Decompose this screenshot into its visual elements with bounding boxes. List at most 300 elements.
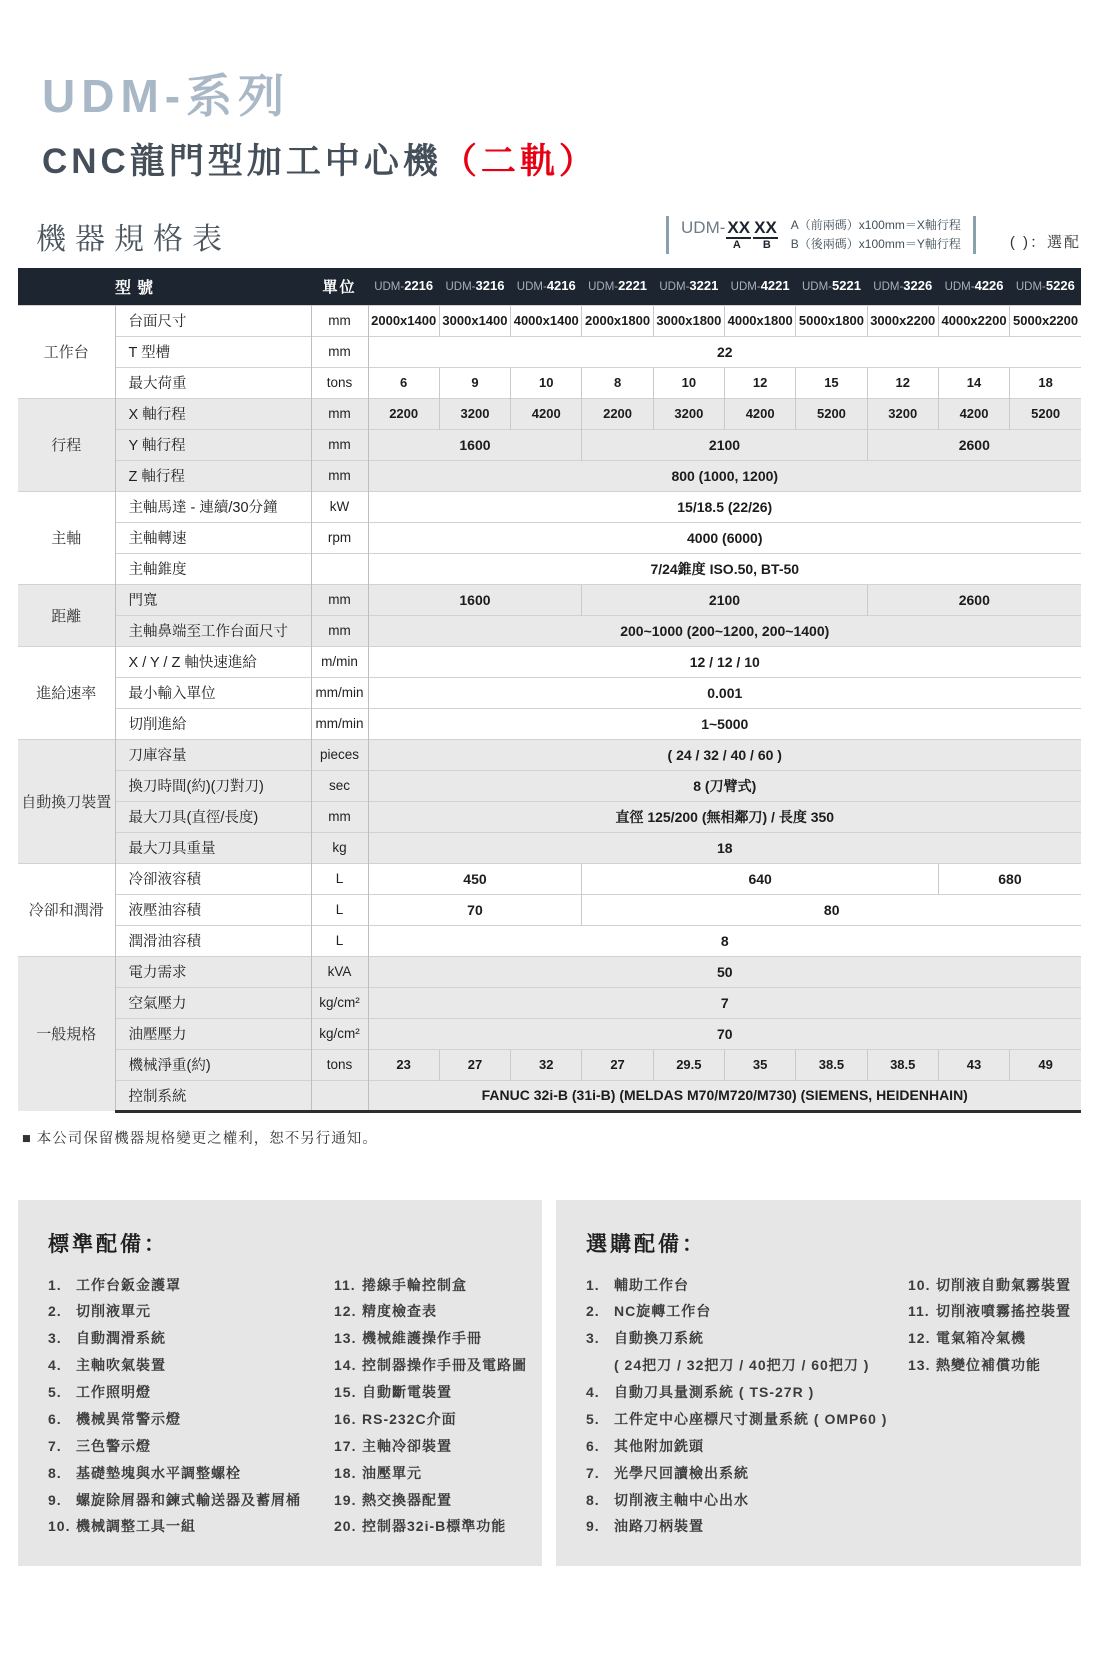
item-number: 6. (48, 1410, 62, 1427)
model-prefix: UDM- (516, 281, 547, 294)
item-number: 6. (586, 1437, 600, 1454)
spec-table-body (18, 305, 1081, 1111)
table-row (18, 801, 1081, 832)
model-header (867, 268, 938, 305)
subtitle-accent: （二軌） (441, 142, 598, 181)
value-cell: 35 (725, 1049, 796, 1080)
equipment-item (334, 1379, 514, 1406)
section-label: 行程 (18, 398, 115, 491)
value-cell: 5200 (1010, 398, 1081, 429)
item-text: ( 24把刀 / 32把刀 / 40把刀 / 60把刀 ) (614, 1357, 870, 1374)
value-cell: ( 24 / 32 / 40 / 60 ) (368, 739, 1081, 770)
subtitle-main: CNC龍門型加工中心機 (42, 142, 442, 181)
value-cell: 4200 (511, 398, 582, 429)
item-number: 19. (334, 1491, 357, 1508)
machine-subtitle (42, 134, 1081, 184)
value-cell: 7 (368, 987, 1081, 1018)
model-prefix: UDM- (801, 281, 832, 294)
equipment-item (908, 1298, 1071, 1325)
model-number: 4216 (546, 278, 576, 294)
unit-cell (311, 553, 368, 584)
item-text: 機械異常警示燈 (76, 1410, 181, 1427)
equipment-item (334, 1406, 514, 1433)
equipment-item (586, 1513, 908, 1540)
model-code (681, 219, 779, 252)
model-prefix: UDM- (944, 281, 975, 294)
item-text: 油路刀柄裝置 (614, 1518, 704, 1535)
item-number: 1. (48, 1276, 62, 1293)
equipment-item (334, 1325, 514, 1352)
value-cell: 29.5 (653, 1049, 724, 1080)
model-prefix: UDM- (374, 281, 405, 294)
value-cell: 27 (439, 1049, 510, 1080)
section-label: 工作台 (18, 305, 115, 398)
value-cell: 2600 (867, 584, 1081, 615)
model-column-header: 型號 (18, 268, 311, 305)
value-cell: 12 / 12 / 10 (368, 646, 1081, 677)
equipment-item (48, 1487, 334, 1514)
value-cell: 3200 (867, 398, 938, 429)
table-row (18, 863, 1081, 894)
value-cell: 4200 (725, 398, 796, 429)
value-cell: 18 (1010, 367, 1081, 398)
model-code-a: XX (727, 217, 751, 237)
spec-label: T 型槽 (115, 336, 311, 367)
unit-cell: kg/cm² (311, 987, 368, 1018)
item-number: 8. (48, 1464, 62, 1481)
item-number: 2. (586, 1303, 600, 1320)
item-number: 12. (908, 1330, 931, 1347)
table-row (18, 336, 1081, 367)
unit-cell: mm (311, 398, 368, 429)
model-header (938, 268, 1009, 305)
item-text: 基礎墊塊與水平調整螺栓 (76, 1464, 241, 1481)
spec-label: 控制系統 (115, 1080, 311, 1111)
equipment-item (586, 1406, 908, 1433)
equipment-item (334, 1460, 514, 1487)
item-text: 切削液噴霧搖控裝置 (936, 1303, 1071, 1320)
item-text: 熱變位補償功能 (936, 1357, 1041, 1374)
optional-equipment-col2 (908, 1272, 1071, 1541)
equipment-item (334, 1352, 527, 1379)
unit-cell: mm (311, 460, 368, 491)
unit-cell: mm (311, 429, 368, 460)
spec-label: 主軸鼻端至工作台面尺寸 (115, 615, 311, 646)
value-cell: 49 (1010, 1049, 1081, 1080)
spec-label: 台面尺寸 (115, 305, 311, 336)
item-number: 15. (334, 1384, 357, 1400)
equipment-item (334, 1298, 514, 1325)
value-cell: 680 (938, 863, 1081, 894)
equipment-item (586, 1487, 908, 1514)
equipment-item (48, 1298, 334, 1325)
table-row (18, 584, 1081, 615)
unit-cell: L (311, 925, 368, 956)
table-row (18, 925, 1081, 956)
item-number: 20. (334, 1518, 357, 1535)
item-text: RS-232C介面 (362, 1410, 457, 1427)
value-cell: 9 (439, 367, 510, 398)
model-number: 3221 (689, 278, 719, 294)
value-cell: 直徑 125/200 (無相鄰刀) / 長度 350 (368, 801, 1081, 832)
unit-cell (311, 1080, 368, 1111)
item-text: 熱交換器配置 (362, 1491, 452, 1508)
standard-equipment-columns (48, 1272, 527, 1541)
value-cell: 2000x1400 (368, 305, 439, 336)
spec-label: 刀庫容量 (115, 739, 311, 770)
value-cell: 3000x1400 (439, 305, 510, 336)
model-header (511, 268, 582, 305)
section-label: 距離 (18, 584, 115, 646)
unit-cell: mm (311, 336, 368, 367)
equipment-item (586, 1379, 908, 1406)
model-number: 2221 (618, 278, 648, 294)
code-b-label: B (762, 239, 771, 252)
table-row (18, 460, 1081, 491)
item-text: 油壓單元 (362, 1464, 422, 1481)
spec-label: 門寬 (115, 584, 311, 615)
value-cell: 4000x1400 (511, 305, 582, 336)
value-cell: 6 (368, 367, 439, 398)
item-text: 電氣箱冷氣機 (936, 1330, 1026, 1347)
value-cell: 22 (368, 336, 1081, 367)
item-text: 主軸吹氣裝置 (76, 1357, 166, 1374)
model-header (725, 268, 796, 305)
value-cell: 80 (582, 894, 1081, 925)
section-label: 主軸 (18, 491, 115, 584)
table-row (18, 1018, 1081, 1049)
item-text: 自動刀具量測系統 ( TS-27R ) (614, 1384, 815, 1400)
standard-equipment-box (18, 1200, 542, 1566)
optional-equipment-title: 選購配備： (586, 1232, 706, 1256)
section-label: 自動換刀裝置 (18, 739, 115, 863)
legend-divider-bar (973, 216, 976, 254)
model-number: 3216 (475, 278, 505, 294)
table-row (18, 956, 1081, 987)
item-number: 1. (586, 1276, 600, 1293)
item-number: 3. (586, 1330, 600, 1347)
value-cell: 23 (368, 1049, 439, 1080)
item-number: 5. (586, 1410, 600, 1427)
unit-cell: m/min (311, 646, 368, 677)
value-cell: 2000x1800 (582, 305, 653, 336)
model-prefix: UDM- (730, 281, 761, 294)
equipment-item (586, 1460, 908, 1487)
spec-label: 主軸轉速 (115, 522, 311, 553)
model-number: 3226 (903, 278, 933, 294)
value-cell: FANUC 32i-B (31i-B) (MELDAS M70/M720/M730) (SIEMENS, HEIDENHAIN) (368, 1080, 1081, 1111)
standard-equipment-col2 (334, 1272, 527, 1541)
unit-cell: mm (311, 801, 368, 832)
spec-label: 電力需求 (115, 956, 311, 987)
value-cell: 640 (582, 863, 938, 894)
value-cell: 4000 (6000) (368, 522, 1081, 553)
item-text: 控制器32i-B標準功能 (362, 1518, 507, 1535)
table-row (18, 615, 1081, 646)
table-row (18, 894, 1081, 925)
item-number: 9. (586, 1518, 600, 1535)
unit-cell: L (311, 863, 368, 894)
model-code-b: XX (754, 217, 777, 237)
table-row (18, 708, 1081, 739)
value-cell: 27 (582, 1049, 653, 1080)
value-cell: 0.001 (368, 677, 1081, 708)
item-text: 其他附加銑頭 (614, 1437, 704, 1454)
unit-cell: rpm (311, 522, 368, 553)
standard-equipment-col1 (48, 1272, 334, 1541)
item-number: 11. (334, 1276, 356, 1293)
model-header (1010, 268, 1081, 305)
legend-divider-bar (666, 216, 669, 254)
spec-label: 潤滑油容積 (115, 925, 311, 956)
unit-cell: mm (311, 305, 368, 336)
unit-cell: kg (311, 832, 368, 863)
model-prefix: UDM- (659, 281, 690, 294)
table-row (18, 491, 1081, 522)
equipment-item (586, 1325, 908, 1352)
value-cell: 15/18.5 (22/26) (368, 491, 1081, 522)
value-cell: 2100 (582, 429, 867, 460)
value-cell: 38.5 (867, 1049, 938, 1080)
series-title: UDM-系列 (42, 70, 291, 122)
table-row (18, 646, 1081, 677)
unit-cell: kVA (311, 956, 368, 987)
equipment-section (18, 1200, 1081, 1566)
unit-cell: kW (311, 491, 368, 522)
spec-label: 主軸馬達 - 連續/30分鐘 (115, 491, 311, 522)
equipment-item (908, 1272, 1071, 1299)
item-text: 自動換刀系統 (614, 1330, 704, 1347)
spec-label: 換刀時間(約)(刀對刀) (115, 770, 311, 801)
item-number: 2. (48, 1303, 62, 1320)
table-row (18, 1049, 1081, 1080)
unit-cell: sec (311, 770, 368, 801)
item-text: 工作台鈑金護罩 (76, 1276, 181, 1293)
equipment-item (908, 1325, 1053, 1352)
value-cell: 4000x1800 (725, 305, 796, 336)
item-text: 工件定中心座標尺寸測量系統 ( OMP60 ) (614, 1410, 888, 1427)
value-cell: 2600 (867, 429, 1081, 460)
value-cell: 2200 (368, 398, 439, 429)
item-number: 17. (334, 1437, 357, 1454)
value-cell: 12 (867, 367, 938, 398)
unit-cell: mm/min (311, 677, 368, 708)
equipment-item (48, 1433, 334, 1460)
optional-equipment-box (556, 1200, 1081, 1566)
table-row (18, 1080, 1081, 1111)
item-number: 11. (908, 1303, 930, 1320)
table-row (18, 770, 1081, 801)
value-cell: 1~5000 (368, 708, 1081, 739)
table-row (18, 398, 1081, 429)
model-number: 4221 (760, 278, 790, 294)
table-header-row (18, 268, 1081, 305)
value-cell: 2200 (582, 398, 653, 429)
value-cell: 8 (刀臂式) (368, 770, 1081, 801)
item-text: 自動潤滑系統 (76, 1330, 166, 1347)
section-label: 進給速率 (18, 646, 115, 739)
item-text: 輔助工作台 (614, 1276, 689, 1293)
equipment-item (48, 1272, 334, 1299)
item-number: 18. (334, 1464, 357, 1481)
item-number: 7. (586, 1464, 600, 1481)
spec-label: X / Y / Z 軸快速進給 (115, 646, 311, 677)
value-cell: 450 (368, 863, 582, 894)
model-number: 5221 (832, 278, 861, 294)
equipment-item (334, 1513, 514, 1540)
unit-cell: mm/min (311, 708, 368, 739)
item-text: 切削液自動氣霧裝置 (936, 1276, 1071, 1293)
equipment-item (48, 1406, 334, 1433)
model-number: 2216 (404, 278, 434, 294)
item-number: 8. (586, 1491, 600, 1508)
unit-cell: L (311, 894, 368, 925)
model-number: 4226 (974, 278, 1004, 294)
unit-cell: kg/cm² (311, 1018, 368, 1049)
legend-note-a: A（前兩碼）x100mm＝X軸行程 (790, 218, 961, 233)
item-text: 三色警示燈 (76, 1437, 151, 1454)
disclaimer-footnote: ■ 本公司保留機器規格變更之權利，恕不另行通知。 (22, 1130, 378, 1147)
unit-cell: pieces (311, 739, 368, 770)
item-number: 10. (48, 1518, 71, 1535)
item-number: 4. (586, 1384, 600, 1400)
equipment-item (48, 1352, 334, 1379)
value-cell: 70 (368, 894, 582, 925)
option-bracket-note: ( )：選配 (1009, 234, 1081, 251)
model-header (439, 268, 510, 305)
value-cell: 18 (368, 832, 1081, 863)
item-number: 3. (48, 1330, 62, 1347)
unit-cell: mm (311, 584, 368, 615)
value-cell: 14 (938, 367, 1009, 398)
value-cell: 50 (368, 956, 1081, 987)
value-cell: 12 (725, 367, 796, 398)
unit-column-header: 單位 (311, 268, 368, 305)
spec-label: 液壓油容積 (115, 894, 311, 925)
value-cell: 8 (368, 925, 1081, 956)
spec-label: Y 軸行程 (115, 429, 311, 460)
unit-cell: tons (311, 367, 368, 398)
value-cell: 4200 (938, 398, 1009, 429)
section-label: 冷卻和潤滑 (18, 863, 115, 956)
model-prefix: UDM- (445, 281, 476, 294)
model-header (653, 268, 724, 305)
item-number: 4. (48, 1357, 62, 1374)
code-a-label: A (732, 239, 741, 252)
spec-label: 最大刀具(直徑/長度) (115, 801, 311, 832)
value-cell: 32 (511, 1049, 582, 1080)
item-number (586, 1352, 614, 1379)
spec-label: 機械淨重(約) (115, 1049, 311, 1080)
unit-cell: tons (311, 1049, 368, 1080)
model-number: 5226 (1045, 278, 1075, 294)
spec-header (18, 214, 1081, 258)
item-text: 自動斷電裝置 (362, 1384, 452, 1400)
equipment-item (48, 1460, 334, 1487)
item-text: 光學尺回讀檢出系統 (614, 1464, 749, 1481)
item-text: 機械調整工具一組 (76, 1518, 196, 1535)
item-number: 16. (334, 1410, 357, 1427)
item-text: NC旋轉工作台 (614, 1303, 712, 1320)
value-cell: 800 (1000, 1200) (368, 460, 1081, 491)
equipment-item (908, 1352, 1053, 1379)
item-number: 9. (48, 1491, 62, 1508)
item-text: 切削液單元 (76, 1303, 151, 1320)
value-cell: 15 (796, 367, 867, 398)
table-row (18, 987, 1081, 1018)
item-number: 12. (334, 1303, 357, 1320)
item-text: 主軸冷卻裝置 (362, 1437, 452, 1454)
value-cell: 10 (653, 367, 724, 398)
table-row (18, 739, 1081, 770)
value-cell: 3000x2200 (867, 305, 938, 336)
table-row (18, 553, 1081, 584)
value-cell: 10 (511, 367, 582, 398)
equipment-item (48, 1325, 334, 1352)
equipment-item (586, 1298, 908, 1325)
equipment-item (334, 1487, 514, 1514)
value-cell: 3000x1800 (653, 305, 724, 336)
equipment-item (586, 1352, 908, 1379)
value-cell: 8 (582, 367, 653, 398)
item-text: 機械維護操作手冊 (362, 1330, 482, 1347)
item-number: 10. (908, 1276, 931, 1293)
model-prefix: UDM- (588, 281, 619, 294)
model-header (582, 268, 653, 305)
model-code-legend (666, 216, 976, 258)
item-text: 捲線手輪控制盒 (362, 1276, 467, 1293)
spec-label: Z 軸行程 (115, 460, 311, 491)
value-cell: 2100 (582, 584, 867, 615)
item-text: 工作照明燈 (76, 1384, 151, 1400)
catalog-page (0, 60, 1099, 1566)
item-number: 5. (48, 1384, 62, 1400)
equipment-item (48, 1513, 334, 1540)
item-text: 切削液主軸中心出水 (614, 1491, 749, 1508)
value-cell: 7/24錐度 ISO.50, BT-50 (368, 553, 1081, 584)
table-row (18, 677, 1081, 708)
spec-label: 油壓壓力 (115, 1018, 311, 1049)
machine-spec-table (18, 268, 1081, 1113)
optional-equipment-columns (586, 1272, 1071, 1541)
equipment-item (48, 1379, 334, 1406)
value-cell: 1600 (368, 584, 582, 615)
spec-table-title: 機器規格表 (36, 223, 231, 256)
item-text: 精度檢查表 (362, 1303, 437, 1320)
table-row (18, 522, 1081, 553)
spec-label: 主軸錐度 (115, 553, 311, 584)
value-cell: 5000x1800 (796, 305, 867, 336)
value-cell: 38.5 (796, 1049, 867, 1080)
spec-table-head (18, 268, 1081, 305)
value-cell: 5000x2200 (1010, 305, 1081, 336)
spec-label: X 軸行程 (115, 398, 311, 429)
spec-label: 切削進給 (115, 708, 311, 739)
table-row (18, 832, 1081, 863)
legend-notes (791, 216, 961, 253)
item-number: 7. (48, 1437, 62, 1454)
item-number: 14. (334, 1357, 357, 1374)
model-header (368, 268, 439, 305)
value-cell: 5200 (796, 398, 867, 429)
equipment-item (586, 1433, 908, 1460)
standard-equipment-title: 標準配備： (48, 1232, 168, 1256)
model-header (796, 268, 867, 305)
model-code-prefix: UDM- (681, 217, 726, 237)
item-number: 13. (908, 1357, 931, 1374)
value-cell: 200~1000 (200~1200, 200~1400) (368, 615, 1081, 646)
model-prefix: UDM- (1015, 281, 1046, 294)
